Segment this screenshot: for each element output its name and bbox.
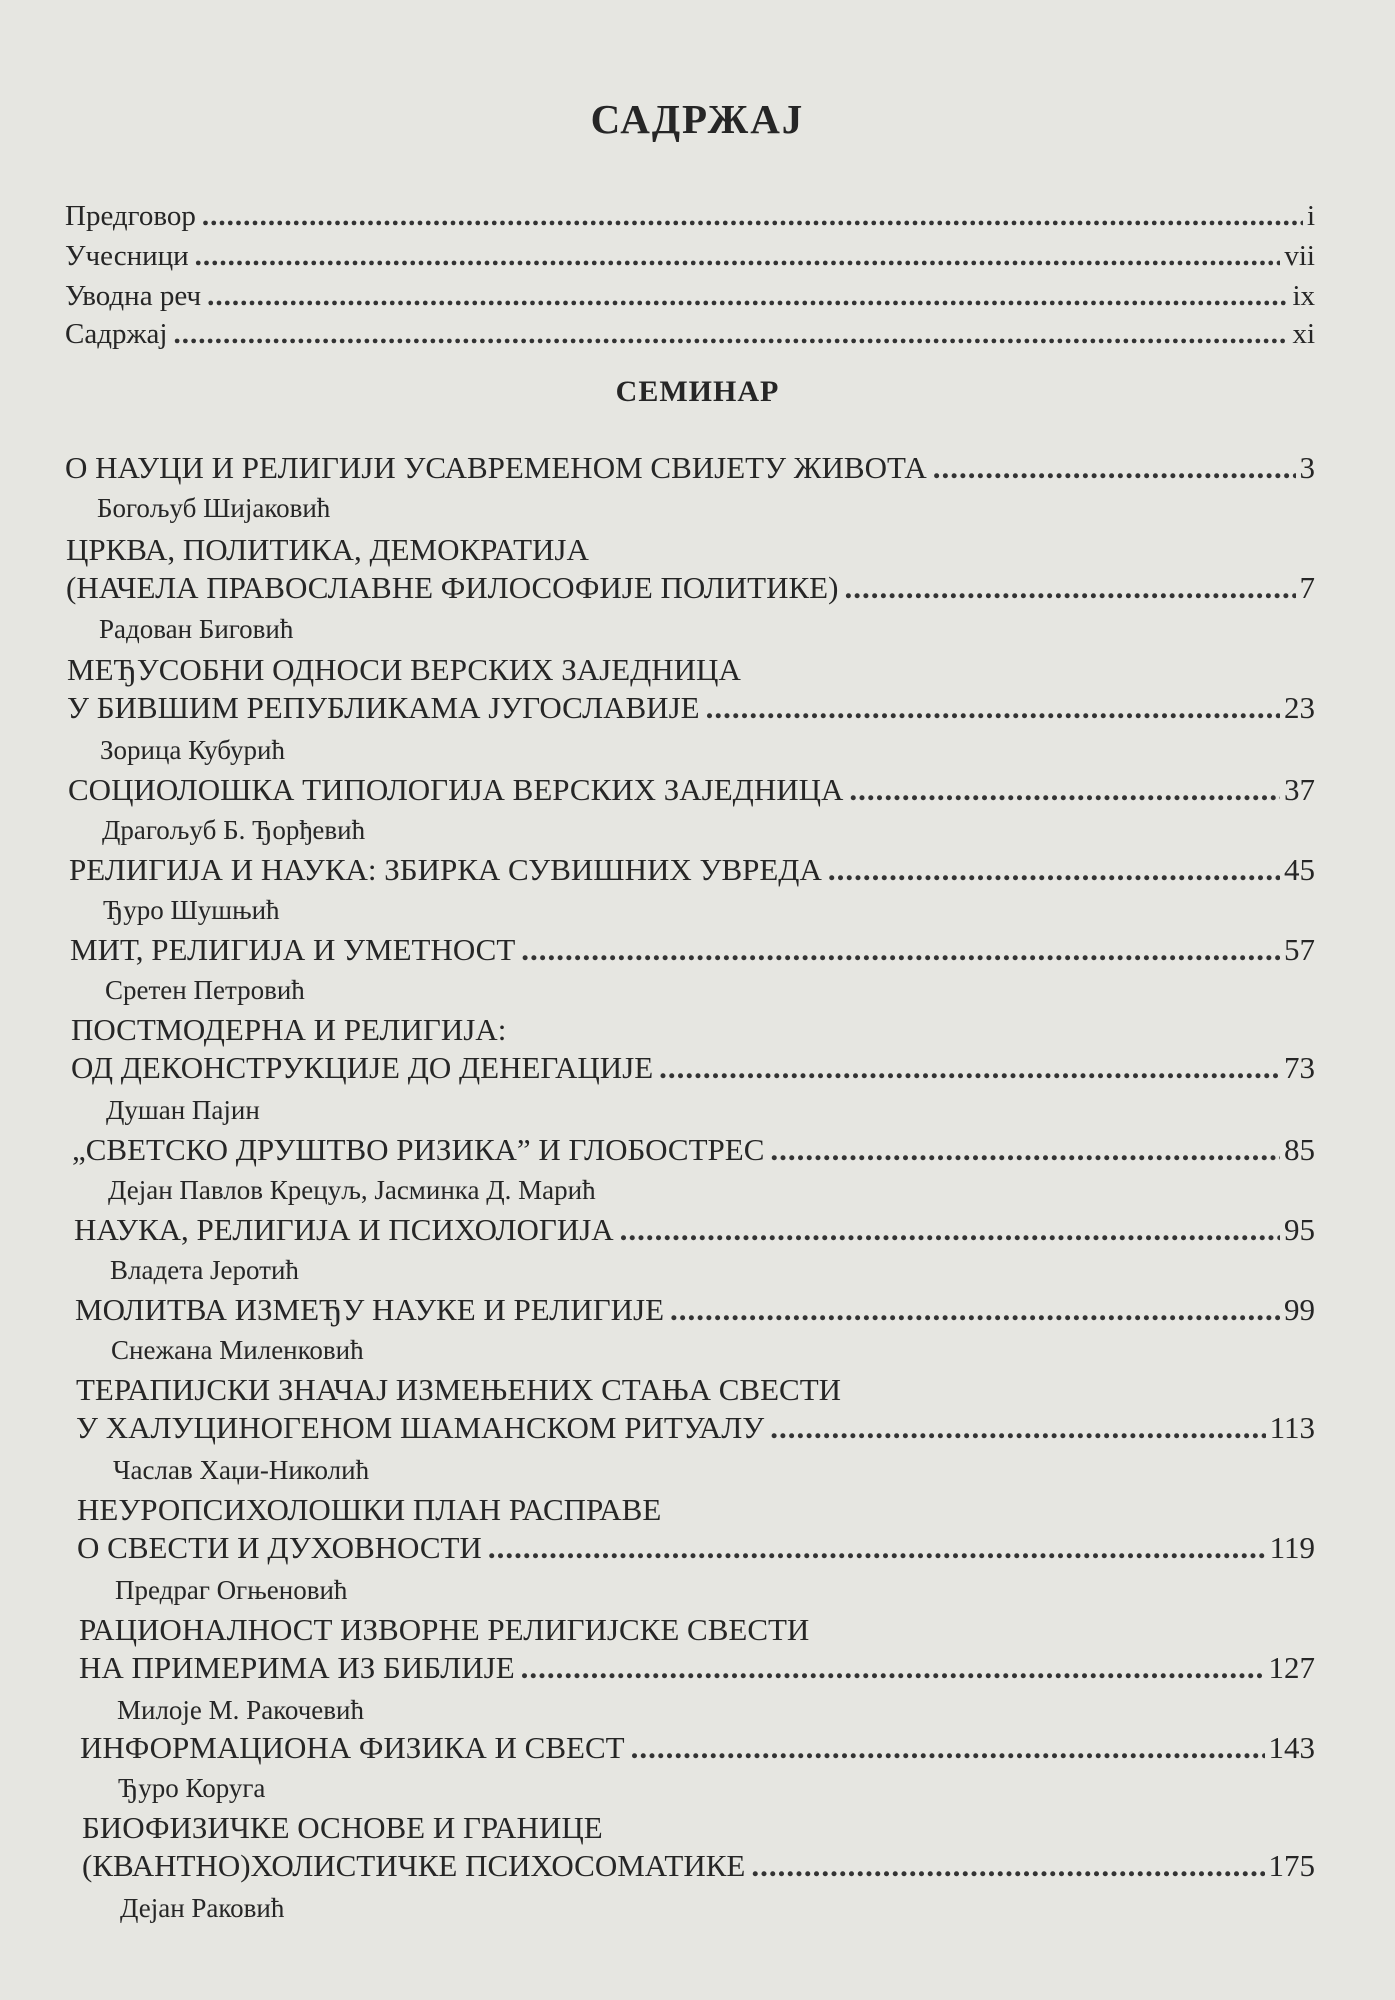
toc-author: Драгољуб Б. Ђорђевић xyxy=(102,815,366,845)
section-title: СЕМИНАР xyxy=(615,375,780,408)
toc-page-number: vii xyxy=(1284,240,1315,272)
dot-leader xyxy=(933,450,1296,486)
toc-entry-title: МЕЂУСОБНИ ОДНОСИ ВЕРСКИХ ЗАЈЕДНИЦА xyxy=(67,652,741,687)
toc-label: Предговор xyxy=(65,200,196,232)
dot-leader xyxy=(670,1292,1280,1328)
toc-page-number: 3 xyxy=(1299,450,1315,485)
toc-entry-title: НАУКА, РЕЛИГИЈА И ПСИХОЛОГИЈА xyxy=(74,1212,614,1247)
toc-label: Садржај xyxy=(65,318,168,350)
dot-leader xyxy=(706,690,1280,726)
toc-entry xyxy=(70,932,1315,972)
toc-label: Учесници xyxy=(65,240,189,272)
toc-entry-title: РАЦИОНАЛНОСТ ИЗВОРНЕ РЕЛИГИЈСКЕ СВЕСТИ xyxy=(79,1612,810,1647)
toc-entry-title: (КВАНТНО)ХОЛИСТИЧКЕ ПСИХОСОМАТИКЕ xyxy=(82,1848,746,1883)
toc-entry xyxy=(66,570,1315,610)
toc-author: Сретен Петровић xyxy=(105,975,305,1005)
dot-leader xyxy=(521,932,1280,968)
toc-author: Милоје М. Ракочевић xyxy=(117,1695,364,1725)
dot-leader xyxy=(173,318,1288,351)
toc-author: Владета Јеротић xyxy=(110,1255,299,1285)
dot-leader xyxy=(631,1730,1265,1766)
dot-leader xyxy=(659,1050,1280,1086)
toc-page-number: 45 xyxy=(1284,852,1315,887)
dot-leader xyxy=(488,1530,1266,1566)
toc-page-number: ix xyxy=(1292,280,1315,312)
toc-front-entry xyxy=(65,318,1315,358)
toc-page-number: 85 xyxy=(1284,1132,1315,1167)
toc-entry-title: РЕЛИГИЈА И НАУКА: ЗБИРКА СУВИШНИХ УВРЕДА xyxy=(69,852,822,887)
toc-page-number: i xyxy=(1306,200,1315,232)
toc-front-entry xyxy=(65,240,1315,280)
dot-leader xyxy=(751,1848,1264,1884)
toc-author: Богољуб Шијаковић xyxy=(97,493,331,523)
toc-entry xyxy=(77,1530,1315,1570)
toc-entry-title: О СВЕСТИ И ДУХОВНОСТИ xyxy=(77,1530,482,1565)
toc-author: Предраг Огњеновић xyxy=(115,1575,348,1605)
page-title: САДРЖАЈ xyxy=(590,96,805,142)
toc-author: Дејан Раковић xyxy=(120,1893,285,1923)
toc-author: Ђуро Шушњић xyxy=(103,895,280,925)
toc-label: Уводна реч xyxy=(65,280,202,312)
toc-page-number: 119 xyxy=(1269,1530,1315,1565)
toc-entry-title: НЕУРОПСИХОЛОШКИ ПЛАН РАСПРАВЕ xyxy=(77,1492,662,1527)
toc-author: Зорица Кубурић xyxy=(100,735,285,765)
dot-leader xyxy=(207,280,1288,313)
toc-author: Душан Пајин xyxy=(106,1095,260,1125)
toc-author: Снежана Миленковић xyxy=(111,1335,364,1365)
toc-author: Дејан Павлов Крецуљ, Јасминка Д. Марић xyxy=(108,1175,596,1205)
toc-author: Часлав Хаџи-Николић xyxy=(113,1455,370,1485)
toc-page-number: 95 xyxy=(1284,1212,1315,1247)
toc-entry xyxy=(71,1050,1315,1090)
dot-leader xyxy=(844,570,1295,606)
toc-entry-title: „СВЕТСКО ДРУШТВО РИЗИКА” И ГЛОБОСТРЕС xyxy=(72,1132,765,1167)
toc-entry xyxy=(79,1650,1315,1690)
dot-leader xyxy=(620,1212,1280,1248)
toc-page-number: 73 xyxy=(1284,1050,1315,1085)
toc-front-entry xyxy=(65,200,1315,240)
toc-entry xyxy=(65,450,1315,490)
toc-entry-title: СОЦИОЛОШКА ТИПОЛОГИЈА ВЕРСКИХ ЗАЈЕДНИЦА xyxy=(68,772,844,807)
toc-page-number: 37 xyxy=(1284,772,1315,807)
toc-page-number: 99 xyxy=(1284,1292,1315,1327)
dot-leader xyxy=(202,200,1303,233)
toc-entry xyxy=(80,1730,1315,1770)
dot-leader xyxy=(828,852,1280,888)
toc-entry-title: ИНФОРМАЦИОНА ФИЗИКА И СВЕСТ xyxy=(80,1730,625,1765)
toc-entry xyxy=(76,1410,1315,1450)
toc-entry-title: ЦРКВА, ПОЛИТИКА, ДЕМОКРАТИЈА xyxy=(66,532,589,567)
toc-entry-title: МИТ, РЕЛИГИЈА И УМЕТНОСТ xyxy=(70,932,516,967)
toc-entry-title: О НАУЦИ И РЕЛИГИЈИ УСАВРЕМЕНОМ СВИЈЕТУ ЖИВОТА xyxy=(65,450,927,485)
toc-entry-title: У БИВШИМ РЕПУБЛИКАМА ЈУГОСЛАВИЈЕ xyxy=(67,690,700,725)
toc-entry xyxy=(74,1212,1315,1252)
toc-entry-title: ТЕРАПИЈСКИ ЗНАЧАЈ ИЗМЕЊЕНИХ СТАЊА СВЕСТИ xyxy=(76,1372,842,1407)
toc-entry-title: НА ПРИМЕРИМА ИЗ БИБЛИЈЕ xyxy=(79,1650,515,1685)
toc-entry-title: ПОСТМОДЕРНА И РЕЛИГИЈА: xyxy=(71,1012,507,1047)
dot-leader xyxy=(770,1410,1265,1446)
toc-author: Ђуро Коруга xyxy=(118,1773,266,1803)
toc-page-number: 113 xyxy=(1269,1410,1315,1445)
toc-entry xyxy=(68,772,1315,812)
dot-leader xyxy=(849,772,1280,808)
toc-entry-title: БИОФИЗИЧКЕ ОСНОВЕ И ГРАНИЦЕ xyxy=(82,1810,603,1845)
toc-entry-title: У ХАЛУЦИНОГЕНОМ ШАМАНСКОМ РИТУАЛУ xyxy=(76,1410,765,1445)
toc-entry-title: МОЛИТВА ИЗМЕЂУ НАУКЕ И РЕЛИГИЈЕ xyxy=(75,1292,665,1327)
toc-page-number: 57 xyxy=(1284,932,1315,967)
toc-entry xyxy=(82,1848,1315,1888)
toc-page-number: xi xyxy=(1292,318,1315,350)
toc-front-entry xyxy=(65,280,1315,320)
toc-entry xyxy=(67,690,1315,730)
toc-page-number: 143 xyxy=(1268,1730,1315,1765)
toc-entry xyxy=(72,1132,1315,1172)
dot-leader xyxy=(770,1132,1280,1168)
toc-page-number: 7 xyxy=(1299,570,1315,605)
toc-entry-title: ОД ДЕКОНСТРУКЦИЈЕ ДО ДЕНЕГАЦИЈЕ xyxy=(71,1050,654,1085)
toc-entry-title: (НАЧЕЛА ПРАВОСЛАВНЕ ФИЛОСОФИЈЕ ПОЛИТИКЕ) xyxy=(66,570,839,605)
dot-leader xyxy=(521,1650,1265,1686)
dot-leader xyxy=(195,240,1281,273)
toc-entry xyxy=(75,1292,1315,1332)
toc-entry xyxy=(69,852,1315,892)
toc-page-number: 175 xyxy=(1268,1848,1315,1883)
toc-page-number: 23 xyxy=(1284,690,1315,725)
toc-author: Радован Биговић xyxy=(99,614,294,644)
toc-page-number: 127 xyxy=(1268,1650,1315,1685)
